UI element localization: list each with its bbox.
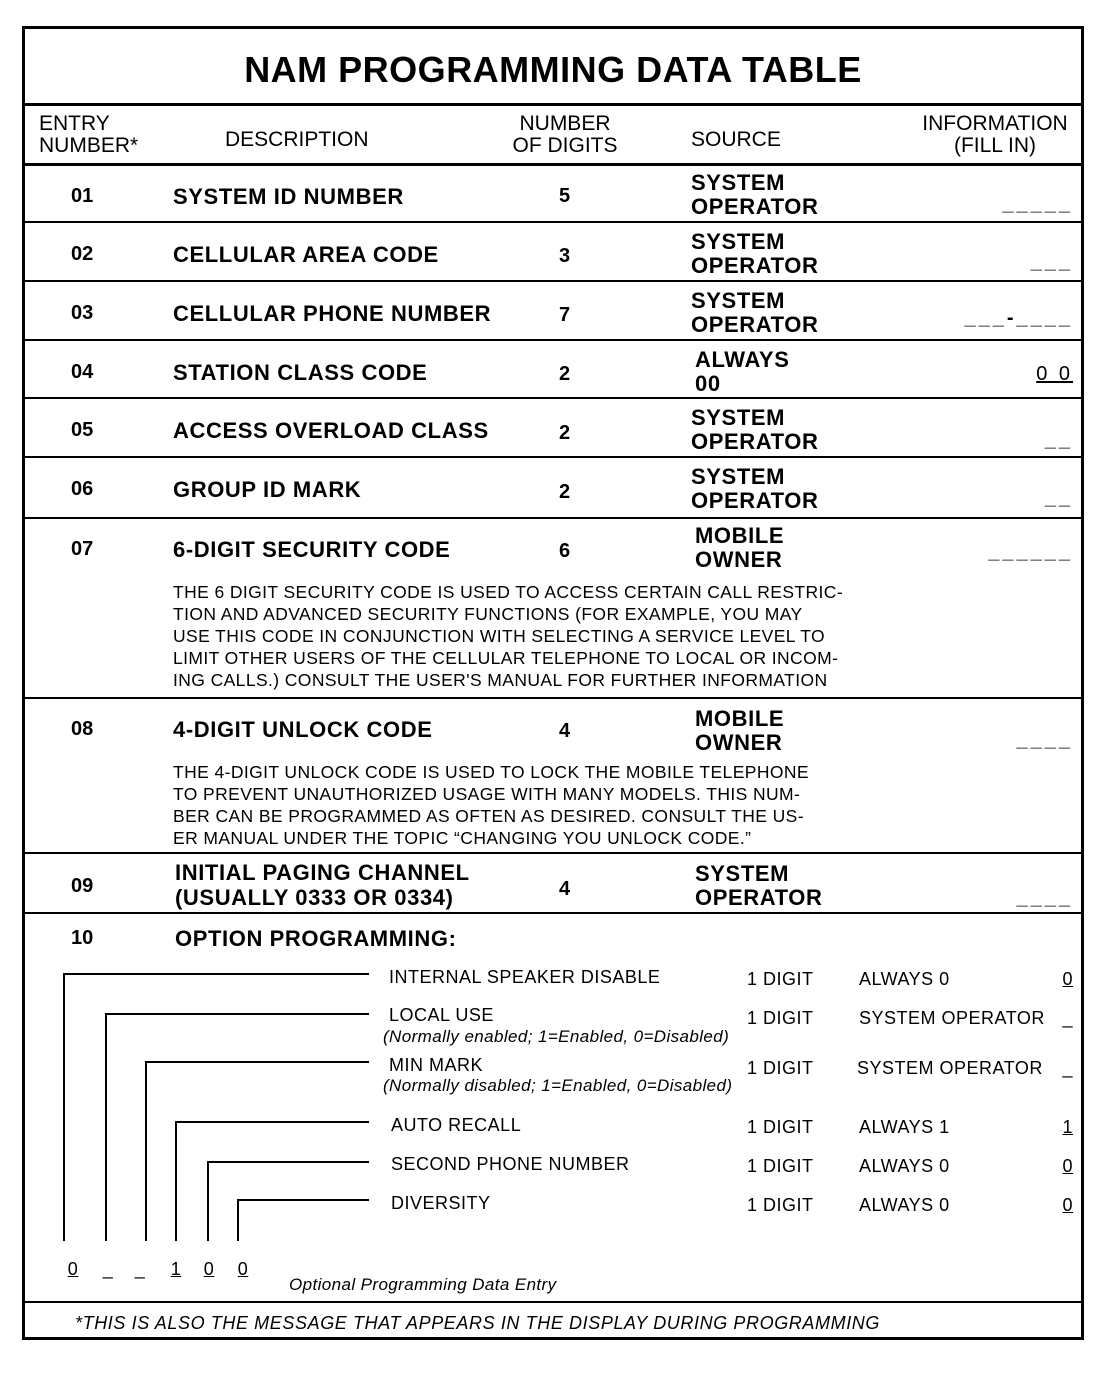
option-min-mark-name: MIN MARK (389, 1055, 483, 1075)
row-05-entry: 05 (71, 419, 94, 441)
option-internal-speaker-value[interactable]: 0 (1062, 969, 1073, 989)
row-08-entry: 08 (71, 718, 94, 740)
option-diversity-digits: 1 DIGIT (747, 1195, 814, 1215)
option-entry-digit-6[interactable]: 0 (237, 1259, 249, 1279)
divider (25, 517, 1081, 519)
option-min-mark-note: (Normally disabled; 1=Enabled, 0=Disabled) (383, 1076, 733, 1095)
row-08-source (695, 707, 784, 755)
option-local-use-value[interactable]: _ (1062, 1008, 1073, 1028)
row-03-digits: 7 (559, 304, 571, 326)
row-08-note-line: BER CAN BE PROGRAMMED AS OFTEN AS DESIRED. CONSULT THE US- (173, 806, 804, 826)
row-07-note-line: ING CALLS.) CONSULT THE USER'S MANUAL FOR FURTHER INFORMATION (173, 670, 828, 690)
row-03-source-line2: OPERATOR (691, 312, 819, 337)
row-09-source-line1: SYSTEM (695, 861, 790, 886)
option-min-mark-source: SYSTEM OPERATOR (857, 1058, 1043, 1078)
option-second-phone-name: SECOND PHONE NUMBER (391, 1154, 630, 1174)
divider (25, 852, 1081, 854)
row-02-entry: 02 (71, 243, 94, 265)
row-06-source-line2: OPERATOR (691, 488, 819, 513)
row-05-description: ACCESS OVERLOAD CLASS (173, 418, 489, 443)
row-03-source (691, 289, 818, 337)
row-09-fill[interactable]: ____ (1016, 887, 1073, 909)
row-01-source-line1: SYSTEM (691, 170, 786, 195)
option-leader-line (145, 1061, 369, 1063)
header-digits (505, 113, 625, 157)
row-07-source (695, 524, 784, 572)
row-01-digits: 5 (559, 185, 571, 207)
row-05-fill[interactable]: __ (1044, 429, 1073, 451)
row-05-source (691, 406, 818, 454)
option-second-phone-digits: 1 DIGIT (747, 1156, 814, 1176)
row-06-entry: 06 (71, 478, 94, 500)
row-04-description: STATION CLASS CODE (173, 360, 428, 385)
divider (25, 912, 1081, 914)
option-leader-line (63, 973, 65, 1241)
divider (25, 103, 1081, 106)
row-03-entry: 03 (71, 302, 94, 324)
row-02-source (691, 230, 818, 278)
option-min-mark-digits: 1 DIGIT (747, 1058, 814, 1078)
option-leader-line (175, 1121, 177, 1241)
row-01-fill[interactable]: _____ (1002, 193, 1073, 215)
row-07-description: 6-DIGIT SECURITY CODE (173, 537, 451, 562)
row-09-description-line1: INITIAL PAGING CHANNEL (175, 860, 470, 885)
row-07-note (173, 581, 913, 691)
option-leader-line (207, 1161, 369, 1163)
option-internal-speaker-source: ALWAYS 0 (859, 969, 950, 989)
row-08-fill[interactable]: ____ (1016, 729, 1073, 751)
row-06-source-line1: SYSTEM (691, 464, 786, 489)
nam-table-frame (22, 26, 1084, 1340)
divider (25, 1301, 1081, 1303)
row-07-note-line: USE THIS CODE IN CONJUNCTION WITH SELECTING A SERVICE LEVEL TO (173, 626, 826, 646)
option-diversity-value[interactable]: 0 (1062, 1195, 1073, 1215)
divider (25, 339, 1081, 341)
row-07-note-line: LIMIT OTHER USERS OF THE CELLULAR TELEPHONE TO LOCAL OR INCOM- (173, 648, 839, 668)
row-07-source-line2: OWNER (695, 547, 783, 572)
divider (25, 221, 1081, 223)
row-04-entry: 04 (71, 361, 94, 383)
option-entry-caption: Optional Programming Data Entry (289, 1275, 557, 1294)
option-leader-line (105, 1013, 107, 1241)
row-07-note-line: THE 6 DIGIT SECURITY CODE IS USED TO ACCESS CERTAIN CALL RESTRIC- (173, 582, 844, 602)
row-01-description: SYSTEM ID NUMBER (173, 184, 404, 209)
row-03-source-line1: SYSTEM (691, 288, 786, 313)
option-leader-line (105, 1013, 369, 1015)
row-08-note-line: ER MANUAL UNDER THE TOPIC “CHANGING YOU UNLOCK CODE.” (173, 828, 752, 848)
row-08-note-line: TO PREVENT UNAUTHORIZED USAGE WITH MANY MODELS. THIS NUM- (173, 784, 801, 804)
row-04-source-line2: 00 (695, 371, 721, 396)
row-07-digits: 6 (559, 540, 571, 562)
row-09-source-line2: OPERATOR (695, 885, 823, 910)
option-leader-line (207, 1161, 209, 1241)
option-leader-line (63, 973, 369, 975)
header-info (905, 113, 1085, 157)
row-05-source-line2: OPERATOR (691, 429, 819, 454)
option-internal-speaker-digits: 1 DIGIT (747, 969, 814, 989)
option-second-phone-value[interactable]: 0 (1062, 1156, 1073, 1176)
header-source: SOURCE (691, 128, 781, 151)
option-auto-recall-name: AUTO RECALL (391, 1115, 522, 1135)
option-programming-label: OPTION PROGRAMMING: (175, 926, 457, 951)
option-auto-recall-value[interactable]: 1 (1062, 1117, 1073, 1137)
row-05-source-line1: SYSTEM (691, 405, 786, 430)
row-08-note (173, 761, 903, 849)
row-02-source-line2: OPERATOR (691, 253, 819, 278)
row-04-source-line1: ALWAYS (695, 347, 790, 372)
row-03-description: CELLULAR PHONE NUMBER (173, 301, 492, 326)
row-08-note-line: THE 4-DIGIT UNLOCK CODE IS USED TO LOCK THE MOBILE TELEPHONE (173, 762, 809, 782)
header-digits-line2: OF DIGITS (512, 134, 618, 157)
option-internal-speaker-name: INTERNAL SPEAKER DISABLE (389, 967, 661, 987)
row-07-note-line: TION AND ADVANCED SECURITY FUNCTIONS (FOR EXAMPLE, YOU MAY (173, 604, 803, 624)
row-07-fill[interactable]: ______ (988, 541, 1073, 563)
row-02-fill[interactable]: ___ (1030, 251, 1073, 273)
option-leader-line (145, 1061, 147, 1241)
row-02-description: CELLULAR AREA CODE (173, 242, 439, 267)
option-entry-digit-2[interactable]: _ (102, 1259, 114, 1279)
option-leader-line (175, 1121, 369, 1123)
header-description: DESCRIPTION (225, 128, 369, 151)
row-10-entry: 10 (71, 927, 94, 949)
divider (25, 397, 1081, 399)
row-07-source-line1: MOBILE (695, 523, 785, 548)
option-entry-digit-1[interactable]: 0 (67, 1259, 79, 1279)
row-08-description: 4-DIGIT UNLOCK CODE (173, 717, 433, 742)
header-entry (39, 113, 138, 157)
option-local-use-source: SYSTEM OPERATOR (859, 1008, 1045, 1028)
row-07-entry: 07 (71, 538, 94, 560)
row-01-source (691, 171, 818, 219)
header-entry-line1: ENTRY (39, 112, 110, 135)
footnote: *THIS IS ALSO THE MESSAGE THAT APPEARS IN THE DISPLAY DURING PROGRAMMING (75, 1313, 881, 1333)
row-01-source-line2: OPERATOR (691, 194, 819, 219)
row-04-source (695, 348, 789, 396)
row-02-digits: 3 (559, 245, 571, 267)
header-digits-line1: NUMBER (519, 112, 611, 135)
row-06-fill[interactable]: __ (1044, 487, 1073, 509)
header-entry-line2: NUMBER* (39, 134, 139, 157)
row-08-digits: 4 (559, 720, 571, 742)
row-04-fill[interactable]: 0 0 (1036, 363, 1073, 385)
row-09-entry: 09 (71, 875, 94, 897)
option-diversity-source: ALWAYS 0 (859, 1195, 950, 1215)
row-03-fill[interactable]: ___-____ (964, 307, 1073, 329)
divider (25, 456, 1081, 458)
option-leader-line (237, 1199, 369, 1201)
row-01-entry: 01 (71, 185, 94, 207)
divider (25, 697, 1081, 699)
row-06-source (691, 465, 818, 513)
option-second-phone-source: ALWAYS 0 (859, 1156, 950, 1176)
option-local-use-digits: 1 DIGIT (747, 1008, 814, 1028)
row-06-digits: 2 (559, 481, 571, 503)
row-02-source-line1: SYSTEM (691, 229, 786, 254)
option-entry-digit-3[interactable]: _ (134, 1259, 146, 1279)
option-min-mark-value[interactable]: _ (1062, 1058, 1073, 1078)
row-09-source (695, 862, 822, 910)
row-09-description-line2: (USUALLY 0333 OR 0334) (175, 885, 454, 910)
row-06-description: GROUP ID MARK (173, 477, 362, 502)
row-08-source-line2: OWNER (695, 730, 783, 755)
header-info-line2: (FILL IN) (953, 134, 1037, 157)
option-diversity-name: DIVERSITY (391, 1193, 491, 1213)
row-09-digits: 4 (559, 878, 571, 900)
option-entry-digit-4[interactable]: 1 (170, 1259, 182, 1279)
option-local-use-name: LOCAL USE (389, 1005, 494, 1025)
row-09-description (175, 860, 470, 910)
header-info-line1: INFORMATION (922, 112, 1068, 135)
option-entry-digit-5[interactable]: 0 (203, 1259, 215, 1279)
option-local-use-note: (Normally enabled; 1=Enabled, 0=Disabled) (383, 1027, 730, 1046)
divider (25, 280, 1081, 282)
row-04-digits: 2 (559, 363, 571, 385)
option-auto-recall-digits: 1 DIGIT (747, 1117, 814, 1137)
option-auto-recall-source: ALWAYS 1 (859, 1117, 950, 1137)
row-05-digits: 2 (559, 422, 571, 444)
page-title: NAM PROGRAMMING DATA TABLE (244, 49, 862, 90)
row-08-source-line1: MOBILE (695, 706, 785, 731)
divider (25, 163, 1081, 166)
option-leader-line (237, 1199, 239, 1241)
